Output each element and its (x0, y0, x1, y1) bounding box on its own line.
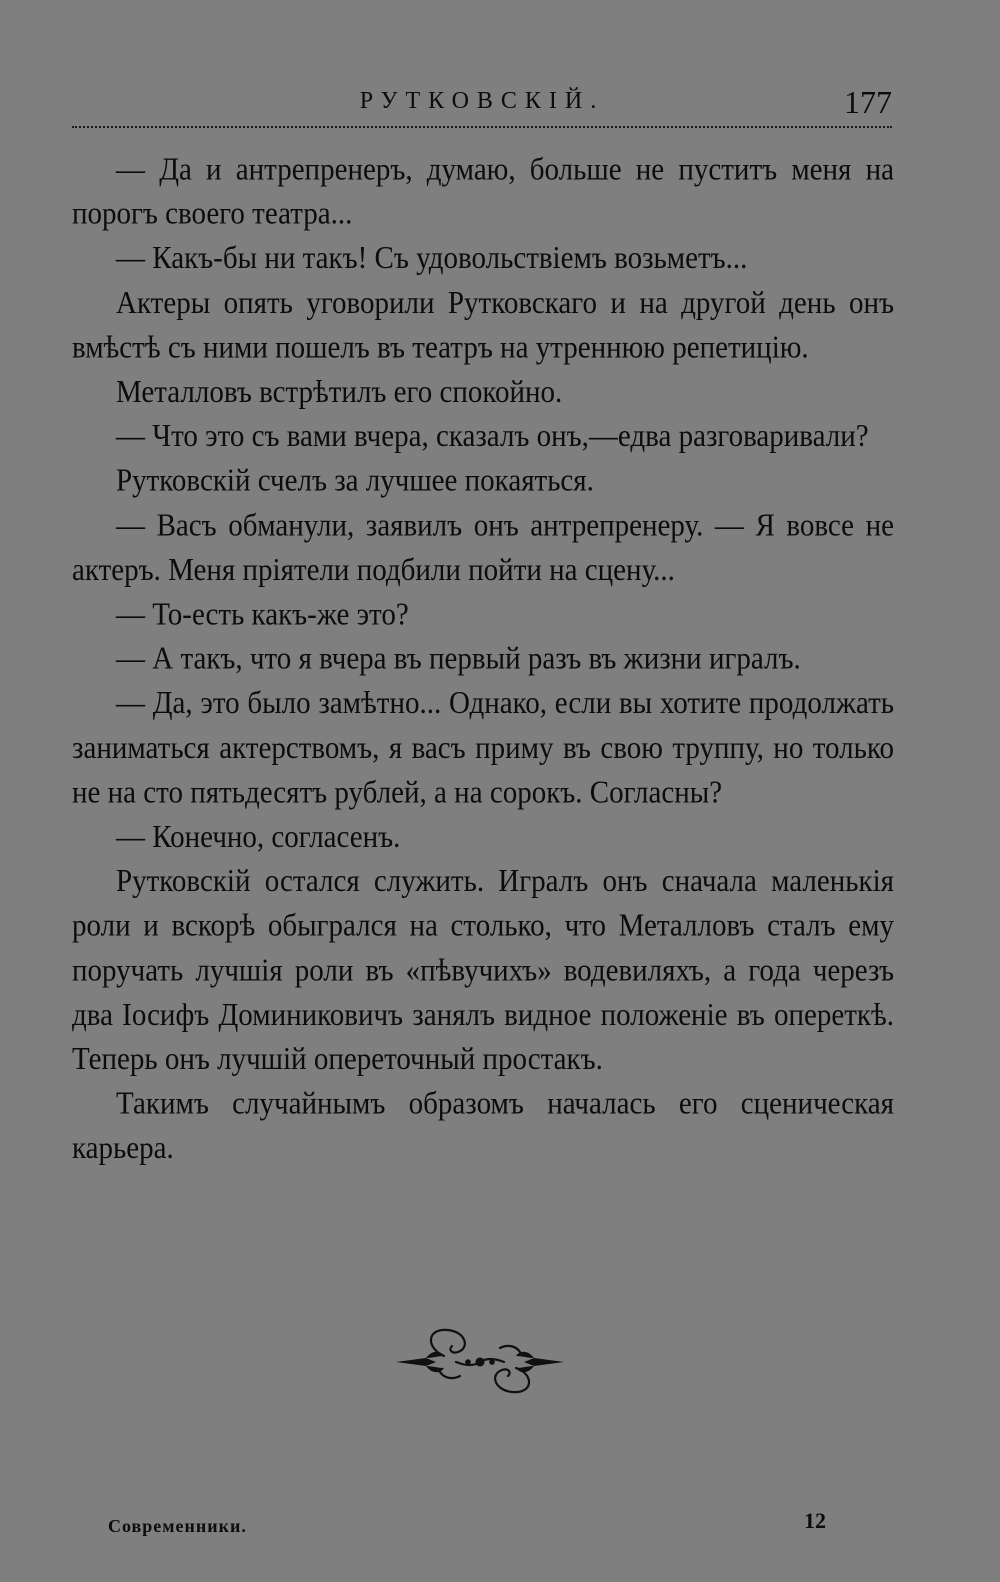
paragraph: — То-есть какъ-же это? (116, 597, 409, 632)
running-title: РУТКОВСКІЙ. (359, 88, 605, 114)
header-rule (72, 126, 892, 128)
footer-signature: Современники. (108, 1516, 247, 1536)
paragraph: — Васъ обманули, заявилъ онъ антрепренеру. — Я вовсе не актеръ. Меня пріятели подбили пойти на сцену... (72, 508, 894, 588)
signature-mark: 12 (804, 1508, 826, 1533)
paragraph: — Какъ-бы ни такъ! Съ удовольствіемъ возьметъ... (116, 241, 748, 276)
paragraph: — Что это съ вами вчера, сказалъ онъ,—едва разговаривали? (116, 419, 869, 454)
paragraph: — Да, это было замѣтно... Однако, если вы хотите продолжать заниматься актерствомъ, я васъ приму въ свою труппу, но только не на сто пятьдесятъ рублей, а на сорокъ. Согласны? (72, 686, 894, 810)
paragraph: Актеры опять уговорили Рутковскаго и на другой день онъ вмѣстѣ съ ними пошелъ въ театръ на утреннюю репетицію. (72, 285, 894, 365)
paragraph: — Конечно, согласенъ. (116, 819, 401, 855)
paragraph: Металловъ встрѣтилъ его спокойно. (116, 374, 563, 410)
paragraph: — Да и антрепренеръ, думаю, больше не пуститъ меня на порогъ своего театра... (72, 152, 894, 232)
paragraph: — А такъ, что я вчера въ первый разъ въ жизни игралъ. (116, 641, 801, 677)
tailpiece-flourish-icon (396, 1326, 564, 1396)
body-text (72, 148, 894, 1171)
paragraph: Рутковскій остался служить. Игралъ онъ сначала маленькія роли и вскорѣ обыгрался на столько, что Металловъ сталъ ему поручать лучшія роли въ «пѣвучихъ» водевиляхъ, а года черезъ два Іосифъ Доминиковичъ занялъ видное положеніе въ опереткѣ. Теперь онъ лучшій опереточный простакъ. (72, 864, 894, 1077)
paragraph: Рутковскій счелъ за лучшее покаяться. (116, 463, 594, 499)
paragraph: Такимъ случайнымъ образомъ началась его сценическая карьера. (72, 1086, 894, 1166)
page-number: 177 (844, 84, 892, 120)
page-header (72, 84, 892, 128)
